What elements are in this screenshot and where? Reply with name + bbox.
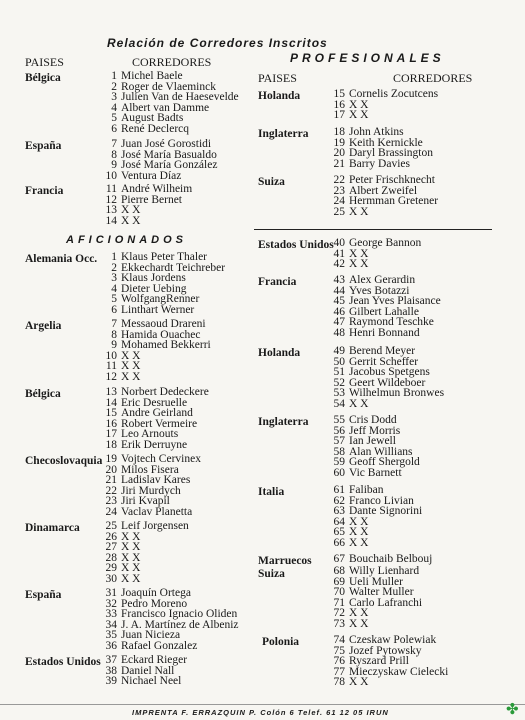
rider-name: Alex Gerardin [349,274,416,286]
rider-name: Jozef Pytowsky [349,644,422,657]
rider-name: Ladislav Kares [121,474,191,487]
rider-name: X X [349,397,369,410]
rider-name: Daniel Nall [121,664,175,677]
rider-number: 31 [105,587,117,599]
rider-name: Henri Bonnand [349,326,420,339]
rider-entry [328,538,422,549]
rider-name: X X [349,258,369,271]
rider-name: Albert Zweifel [349,184,418,197]
rider-number: 70 [333,586,345,599]
rider-name: Messaoud Drareni [121,318,206,330]
rider-list [100,588,239,652]
rider-name: Berend Meyer [349,345,416,357]
rider-name: Jacobus Spetgens [349,366,430,379]
rider-number: 72 [333,607,345,620]
rider-name: Joaquín Ortega [121,587,191,599]
rider-name: X X [121,572,141,585]
rider-list [100,387,209,451]
rider-number: 27 [105,541,117,554]
rider-name: X X [121,551,141,564]
rider-name: Erik Derruyne [121,438,188,451]
rider-number: 8 [111,148,117,161]
rider-name: Ventura Díaz [121,169,182,182]
rider-name: Leo Arnouts [121,428,179,441]
rider-number: 39 [105,675,117,688]
country-label: Bélgica [25,72,61,84]
rider-number: 22 [333,174,345,186]
rider-name: X X [349,536,369,549]
country-label: Suiza [258,568,285,580]
rider-number: 68 [333,565,345,577]
rider-number: 29 [105,562,117,575]
rider-number: 18 [333,126,345,138]
rider-entry [100,124,239,135]
rider-name: Hermman Gretener [349,195,439,208]
rider-number: 22 [105,484,117,497]
rider-name: Ekkechardt Teichreber [121,261,226,274]
rider-entry [328,159,433,170]
rider-entry [328,399,444,410]
rider-name: X X [121,204,141,217]
rider-name: Ryszard Prill [349,655,409,668]
rider-name: Jiri Murdych [121,484,181,497]
rider-number: 75 [333,644,345,657]
rider-list [100,454,201,518]
rider-name: Klaus Peter Thaler [121,251,208,263]
rider-number: 57 [333,435,345,448]
rider-number: 28 [105,551,117,564]
country-label: Inglaterra [258,416,309,428]
rider-name: Leif Jorgensen [121,520,189,532]
rider-list [328,566,422,630]
rider-number: 61 [333,484,345,496]
rider-name: Jean Yves Plaisance [349,295,441,308]
rider-entry [100,507,201,518]
rider-list [328,554,432,565]
rider-name: Ian Jewell [349,435,396,448]
rider-name: Linthart Werner [121,303,195,316]
rider-number: 12 [105,370,117,383]
rider-number: 16 [333,98,345,111]
country-label: Holanda [258,90,301,102]
rider-name: Norbert Dedeckere [121,386,209,398]
rider-name: Eckard Rieger [121,654,188,666]
footer-rule [0,704,525,705]
country-label: Holanda [258,347,301,359]
rider-name: Vojtech Cervinex [121,453,201,465]
rider-number: 67 [333,553,345,565]
rider-name: X X [349,526,369,539]
rider-name: X X [349,247,369,260]
rider-name: Ueli Muller [349,575,403,588]
rider-number: 23 [105,495,117,508]
rider-name: Carlo Lafranchi [349,596,423,609]
rider-name: Mohamed Bekkerri [121,339,211,352]
rider-name: Willy Lienhard [349,565,420,577]
rider-name: X X [121,214,141,227]
country-label: Estados Unidos [25,656,101,668]
rider-name: Faliban [349,484,384,496]
rider-name: Bouchaib Belbouj [349,553,433,565]
rider-name: Dieter Uebing [121,282,187,295]
rider-number: 3 [111,91,117,104]
rider-name: X X [349,98,369,111]
rider-name: Cris Dodd [349,414,397,426]
rider-name: Franco Livian [349,494,414,507]
rider-entry [100,440,209,451]
rider-name: X X [349,617,369,630]
rider-number: 65 [333,526,345,539]
rider-name: Daryl Brassington [349,147,434,160]
rider-name: Geert Wildeboer [349,376,426,389]
rider-entry [328,89,438,100]
rider-name: John Atkins [349,126,404,138]
rider-name: Pierre Bernet [121,193,182,206]
rider-name: Czeskaw Polewiak [349,634,437,646]
rider-name: George Bannon [349,237,422,249]
rider-number: 2 [111,80,117,93]
rider-list [100,139,217,181]
rider-number: 6 [111,122,117,135]
rider-name: Mieczyskaw Cielecki [349,665,449,678]
rider-name: Yves Botazzi [349,284,410,297]
rider-entry [328,619,422,630]
rider-name: Dante Signorini [349,505,423,518]
rider-number: 15 [333,88,345,100]
rider-entry [100,305,225,316]
rider-name: X X [121,562,141,575]
rider-list [328,238,421,270]
rider-number: 77 [333,665,345,678]
rider-entry [328,388,444,399]
rider-number: 15 [105,407,117,420]
printer-footer: IMPRENTA F. ERRAZQUIN P. Colón 6 Telef. 61 12 05 IRUN [132,708,389,717]
header-corredores-right: CORREDORES [393,71,473,85]
rider-name: Francisco Ignacio Oliden [121,608,238,621]
rider-list [328,346,444,410]
rider-name: Milos Fisera [121,463,179,476]
rider-name: Gilbert Lahalle [349,305,419,318]
rider-entry [328,328,441,339]
rider-name: Vic Barnett [349,466,402,479]
rider-list [100,319,211,383]
rider-list [328,175,438,217]
rider-name: X X [121,349,141,362]
rider-name: Gerrit Scheffer [349,355,419,368]
rider-number: 74 [333,634,345,646]
rider-number: 41 [333,247,345,260]
rider-number: 56 [333,424,345,437]
country-label: Bélgica [25,388,61,400]
rider-entry [328,238,421,249]
rider-number: 36 [105,639,117,652]
rider-entry [328,667,448,678]
rider-number: 1 [111,70,117,82]
country-label: Alemania Occ. [25,253,98,265]
rider-number: 17 [105,428,117,441]
rider-number: 45 [333,295,345,308]
rider-number: 13 [105,204,117,217]
rider-number: 46 [333,305,345,318]
country-label: Francia [25,185,64,197]
rider-name: WolfgangRenner [121,293,200,306]
rider-entry [328,468,420,479]
rider-number: 59 [333,456,345,469]
rider-number: 11 [105,360,117,373]
rider-entry [100,641,239,652]
rider-number: 76 [333,655,345,668]
rider-entry [100,216,192,227]
country-label: España [25,589,62,601]
rider-number: 48 [333,326,345,339]
rider-number: 71 [333,596,345,609]
rider-name: Pedro Moreno [121,597,188,610]
rider-entry [100,171,217,182]
rider-number: 21 [105,474,117,487]
rider-number: 24 [105,505,117,518]
rider-name: X X [349,676,369,689]
rider-name: Michel Baele [121,70,183,82]
rider-number: 78 [333,676,345,689]
rider-name: X X [121,541,141,554]
rider-name: Cornelis Zocutcens [349,88,439,100]
rider-name: Vaclav Planetta [121,505,193,518]
rider-number: 1 [111,251,117,263]
rider-entry [328,677,448,688]
rider-list [328,89,438,121]
rider-number: 34 [105,618,117,631]
page-title: Relación de Corredores Inscritos [107,36,328,50]
country-label: Dinamarca [25,522,80,534]
rider-name: André Wilheim [121,183,193,195]
rider-number: 5 [111,293,117,306]
rider-number: 53 [333,387,345,400]
rider-list [328,127,433,169]
rider-name: Juan José Gorostidi [121,138,212,150]
rider-number: 54 [333,397,345,410]
rider-number: 49 [333,345,345,357]
rider-name: Jeff Morris [349,424,401,437]
rider-number: 5 [111,112,117,125]
rider-number: 60 [333,466,345,479]
rider-number: 35 [105,629,117,642]
rider-number: 58 [333,445,345,458]
country-label: Polonia [262,636,300,648]
rider-name: Wilhelmun Bronwes [349,387,445,400]
rider-number: 52 [333,376,345,389]
rider-entry [100,676,187,687]
rider-number: 44 [333,284,345,297]
rider-number: 51 [333,366,345,379]
rider-number: 11 [105,183,117,195]
rider-number: 13 [105,386,117,398]
rider-list [100,184,192,226]
rider-number: 30 [105,572,117,585]
rider-number: 4 [111,101,117,114]
rider-entry [100,574,189,585]
rider-entry [100,372,211,383]
rider-name: X X [349,607,369,620]
rider-number: 37 [105,654,117,666]
rider-list [100,655,187,687]
rider-name: J. A. Martínez de Albeniz [121,618,239,631]
rider-name: Rafael Gonzalez [121,639,198,652]
rider-name: Nichael Neel [121,675,182,688]
rider-list [100,252,225,316]
rider-number: 25 [333,205,345,218]
rider-name: Alan Willians [349,445,413,458]
rider-number: 33 [105,608,117,621]
rider-name: Klaus Jordens [121,272,186,285]
rider-list [100,71,239,135]
rider-name: Robert Vermeire [121,417,198,430]
rider-number: 55 [333,414,345,426]
rider-number: 42 [333,258,345,271]
rider-number: 24 [333,195,345,208]
rider-number: 66 [333,536,345,549]
rider-name: Raymond Teschke [349,316,434,329]
rider-number: 6 [111,303,117,316]
country-label: Suiza [258,176,285,188]
rider-number: 64 [333,515,345,528]
rider-number: 4 [111,282,117,295]
rider-number: 19 [105,453,117,465]
rider-number: 9 [111,339,117,352]
header-corredores-left: CORREDORES [132,55,212,69]
rider-number: 10 [105,349,117,362]
rider-name: Julien Van de Haesevelde [121,91,239,104]
country-label: Argelia [25,320,62,332]
rider-name: Hamida Ouachec [121,328,201,341]
rider-entry [328,554,432,565]
rider-number: 3 [111,272,117,285]
rider-list [100,521,189,585]
rider-name: Barry Davies [349,157,410,170]
rider-name: Andre Geirland [121,407,193,420]
rider-number: 14 [105,214,117,227]
rider-number: 40 [333,237,345,249]
rider-name: X X [121,360,141,373]
rider-number: 63 [333,505,345,518]
rider-name: Juan Nicieza [121,629,181,642]
rider-number: 26 [105,530,117,543]
rider-number: 7 [111,138,117,150]
header-paises-right: PAISES [258,71,297,85]
rider-name: X X [121,370,141,383]
rider-name: Eric Desruelle [121,396,188,409]
rider-number: 73 [333,617,345,630]
country-label: Francia [258,276,297,288]
rider-list [328,485,422,549]
rider-number: 43 [333,274,345,286]
rider-number: 19 [333,136,345,149]
rider-entry [100,521,189,532]
rider-number: 50 [333,355,345,368]
rider-number: 16 [105,417,117,430]
rider-entry [328,259,421,270]
rider-number: 7 [111,318,117,330]
rider-name: X X [349,205,369,218]
rider-name: X X [349,109,369,122]
rider-name: X X [349,515,369,528]
rider-number: 21 [333,157,345,170]
rider-name: José María González [121,159,218,172]
rider-name: August Badts [121,112,184,125]
rider-name: Jiri Kvapil [121,495,170,508]
rider-number: 17 [333,109,345,122]
country-label: Italia [258,486,285,498]
rider-number: 10 [105,169,117,182]
header-paises-left: PAISES [25,55,64,69]
rider-number: 20 [105,463,117,476]
rider-number: 12 [105,193,117,206]
rider-list [328,275,441,339]
rider-name: Albert van Damme [121,101,210,114]
rider-list [328,635,448,688]
rider-name: Keith Kernickle [349,136,423,149]
rider-name: Walter Muller [349,586,414,599]
section-aficionados: AFICIONADOS [66,234,187,246]
rider-number: 47 [333,316,345,329]
section-profesionales: PROFESIONALES [290,51,445,65]
rider-list [328,415,420,479]
rider-number: 62 [333,494,345,507]
rider-number: 14 [105,396,117,409]
rider-name: Geoff Shergold [349,456,420,469]
rider-number: 32 [105,597,117,610]
rider-number: 38 [105,664,117,677]
country-label: España [25,140,62,152]
rider-entry [328,110,438,121]
rider-number: 9 [111,159,117,172]
country-label: Marruecos [258,555,312,567]
rider-entry [328,207,438,218]
rider-number: 18 [105,438,117,451]
rider-number: 2 [111,261,117,274]
rider-name: José María Basualdo [121,148,217,161]
rider-number: 23 [333,184,345,197]
rider-number: 20 [333,147,345,160]
rider-name: René Declercq [121,122,190,135]
rider-name: X X [121,530,141,543]
rider-number: 69 [333,575,345,588]
country-label: Inglaterra [258,128,309,140]
country-label: Estados Unidos [258,239,334,251]
rider-name: Peter Frischknecht [349,174,435,186]
divider [254,229,492,230]
leaf-logo-icon: ✤ [506,700,519,718]
rider-name: Roger de Vlaeminck [121,80,216,93]
country-label: Checoslovaquia [25,455,103,467]
rider-number: 8 [111,328,117,341]
rider-number: 25 [105,520,117,532]
